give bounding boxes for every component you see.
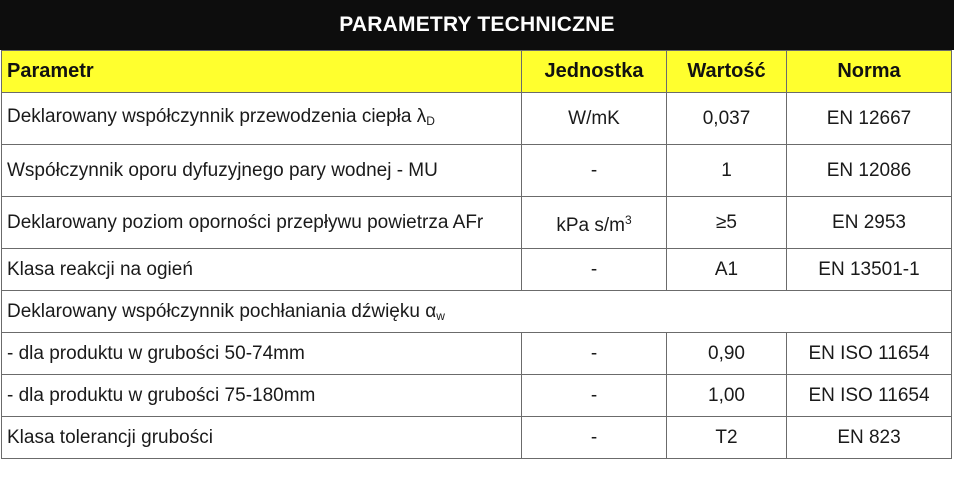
unit-cell: - — [522, 145, 667, 197]
value-cell: 0,037 — [667, 93, 787, 145]
unit-superscript: 3 — [624, 212, 632, 227]
norm-cell: EN 12086 — [787, 145, 952, 197]
norm-cell: EN ISO 11654 — [787, 375, 952, 417]
unit-cell: - — [522, 417, 667, 459]
param-cell: Klasa tolerancji grubości — [2, 417, 522, 459]
table-row — [2, 375, 952, 417]
table-row — [2, 93, 952, 145]
norm-cell: EN ISO 11654 — [787, 333, 952, 375]
param-text: Deklarowany współczynnik przewodzenia ciepła λ — [7, 105, 427, 127]
parameters-table — [1, 50, 952, 459]
value-cell: 0,90 — [667, 333, 787, 375]
value-cell: A1 — [667, 249, 787, 291]
norm-cell: EN 13501-1 — [787, 249, 952, 291]
table-title: PARAMETRY TECHNICZNE — [0, 0, 954, 50]
header-norma: Norma — [787, 51, 952, 93]
param-subscript: D — [426, 113, 435, 128]
norm-cell: EN 12667 — [787, 93, 952, 145]
value-cell: T2 — [667, 417, 787, 459]
value-cell: 1,00 — [667, 375, 787, 417]
header-parametr: Parametr — [2, 51, 522, 93]
value-cell: 1 — [667, 145, 787, 197]
param-cell — [2, 93, 522, 145]
header-jednostka: Jednostka — [522, 51, 667, 93]
table-row — [2, 417, 952, 459]
norm-cell: EN 2953 — [787, 197, 952, 249]
param-cell: Współczynnik oporu dyfuzyjnego pary wodnej - MU — [2, 145, 522, 197]
unit-cell: - — [522, 375, 667, 417]
table-row — [2, 249, 952, 291]
table-row — [2, 333, 952, 375]
section-row — [2, 291, 952, 333]
section-subscript: w — [436, 308, 445, 323]
param-cell: - dla produktu w grubości 75-180mm — [2, 375, 522, 417]
param-cell: - dla produktu w grubości 50-74mm — [2, 333, 522, 375]
norm-cell: EN 823 — [787, 417, 952, 459]
table-row — [2, 197, 952, 249]
unit-cell: W/mK — [522, 93, 667, 145]
header-row — [2, 51, 952, 93]
param-cell: Klasa reakcji na ogień — [2, 249, 522, 291]
param-cell: Deklarowany poziom oporności przepływu powietrza AFr — [2, 197, 522, 249]
unit-cell — [522, 197, 667, 249]
table-row — [2, 145, 952, 197]
value-cell: ≥5 — [667, 197, 787, 249]
unit-cell: - — [522, 249, 667, 291]
header-wartosc: Wartość — [667, 51, 787, 93]
section-label: Deklarowany współczynnik pochłaniania dźwięku α — [7, 300, 437, 322]
unit-text: kPa s/m — [556, 214, 625, 236]
unit-cell: - — [522, 333, 667, 375]
section-cell — [2, 291, 952, 333]
